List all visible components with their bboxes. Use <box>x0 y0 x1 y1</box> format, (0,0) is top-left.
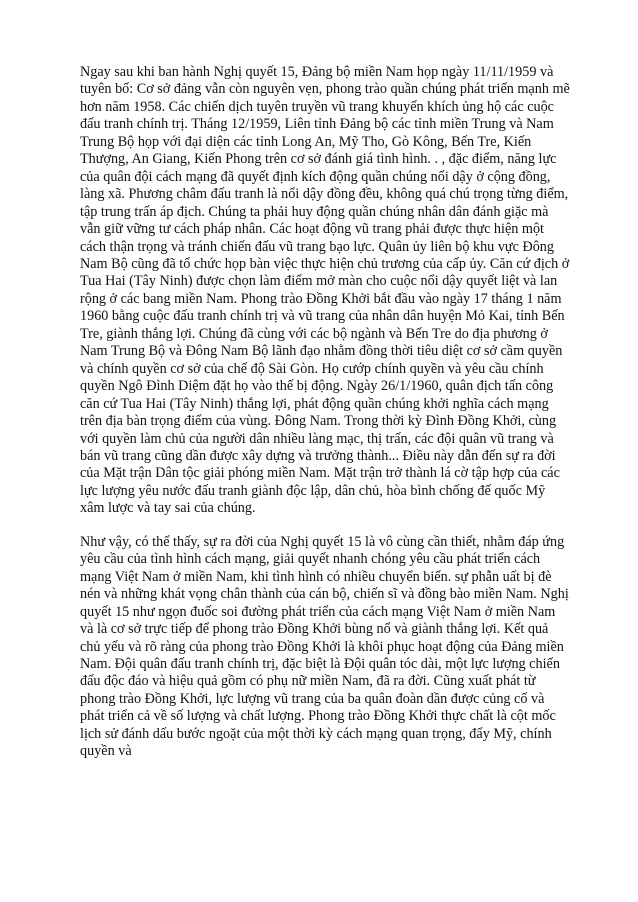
paragraph-2: Như vậy, có thể thấy, sự ra đời của Nghị quyết 15 là vô cùng cần thiết, nhằm đáp ứng yêu cầu của tình hình cách mạng, giải quyết nhanh chóng yêu cầu phát triển cách mạng Việt Nam ở miền Nam, khi tình hình có nhiều chuyển biến. sự phẫn uất bị đè nén và những khát vọng chân thành của cán bộ, chiến sĩ và đồng bào miền Nam. Nghị quyết 15 như ngọn đuốc soi đường phát triển của cách mạng Việt Nam ở miền Nam và là cơ sở trực tiếp để phong trào Đồng Khởi bùng nổ và giành thắng lợi. Kết quả chủ yếu và rõ ràng của phong trào Đồng Khởi là khôi phục hoạt động của Đảng miền Nam. Đội quân đấu tranh chính trị, đặc biệt là Đội quân tóc dài, một lực lượng chiến đấu độc đáo và hiệu quả gồm có phụ nữ miền Nam, đã ra đời. Cũng xuất phát từ phong trào Đồng Khởi, lực lượng vũ trang của ba quân đoàn dần được củng cố và phát triển cả về số lượng và chất lượng. Phong trào Đồng Khởi thực chất là cột mốc lịch sử đánh dấu bước ngoặt của một thời kỳ cách mạng quan trọng, đẩy Mỹ, chính quyền và <box>80 533 569 760</box>
paragraph-1: Ngay sau khi ban hành Nghị quyết 15, Đảng bộ miền Nam họp ngày 11/11/1959 và tuyên bố: Cơ sở đảng vẫn còn nguyên vẹn, phong trào quần chúng phát triển mạnh mẽ hơn năm 1958. Các chiến dịch tuyên truyền vũ trang khuyến khích ủng hộ các cuộc đấu tranh chính trị. Tháng 12/1959, Liên tỉnh Đảng bộ các tỉnh miền Trung và Nam Trung Bộ họp với đại diện các tỉnh Long An, Mỹ Tho, Gò Kông, Bến Tre, Kiến Thượng, An Giang, Kiến Phong trên cơ sở đánh giá tình hình. . , đặc điểm, năng lực của quân đội cách mạng đã quyết định kích động quần chúng nổi dậy ở cộng đồng, làng xã. Phương châm đấu tranh là nổi dậy đồng đều, không quá chú trọng từng điểm, tập trung trấn áp địch. Chúng ta phải huy động quần chúng nhân dân đánh giặc mà vẫn giữ vững tư cách pháp nhân. Các hoạt động vũ trang phải được thực hiện một cách thận trọng và tránh chiến đấu vũ trang bạo lực. Quân ủy liên bộ khu vực Đông Nam Bộ cũng đã tổ chức họp bàn việc thực hiện chủ trương của cấp ủy. Căn cứ địch ở Tua Hai (Tây Ninh) được chọn làm điểm mở màn cho cuộc nổi dậy quyết liệt và lan rộng ở các bang miền Nam. Phong trào Đồng Khởi bắt đầu vào ngày 17 tháng 1 năm 1960 bằng cuộc đấu tranh chính trị và vũ trang của nhân dân huyện Mỏ Kai, tỉnh Bến Tre, giành thắng lợi. Chúng đã cùng với các bộ ngành và Bến Tre do địa phương ở Nam Trung Bộ và Đông Nam Bộ lãnh đạo nhằm đồng thời tiêu diệt cơ sở cầm quyền và chính quyền cơ sở của chế độ Sài Gòn. Họ cướp chính quyền và yêu cầu chính quyền Ngô Đình Diệm đặt họ vào thế bị động. Ngày 26/1/1960, quân địch tấn công căn cứ Tua Hai (Tây Ninh) thắng lợi, phát động quần chúng khởi nghĩa cách mạng trên địa bàn trọng điểm của vùng. Đông Nam. Trong thời kỳ Đình Đồng Khởi, cùng với quyền làm chủ của người dân nhiều làng mạc, thị trấn, các đội quân vũ trang và bán vũ trang cũng dần được xây dựng và trưởng thành... Điều này dẫn đến sự ra đời của Mặt trận Dân tộc giải phóng miền Nam. Mặt trận trở thành lá cờ tập hợp của các lực lượng yêu nước đấu tranh giành độc lập, dân chủ, hòa bình chống đế quốc Mỹ xâm lược và tay sai của chúng. <box>80 64 570 517</box>
